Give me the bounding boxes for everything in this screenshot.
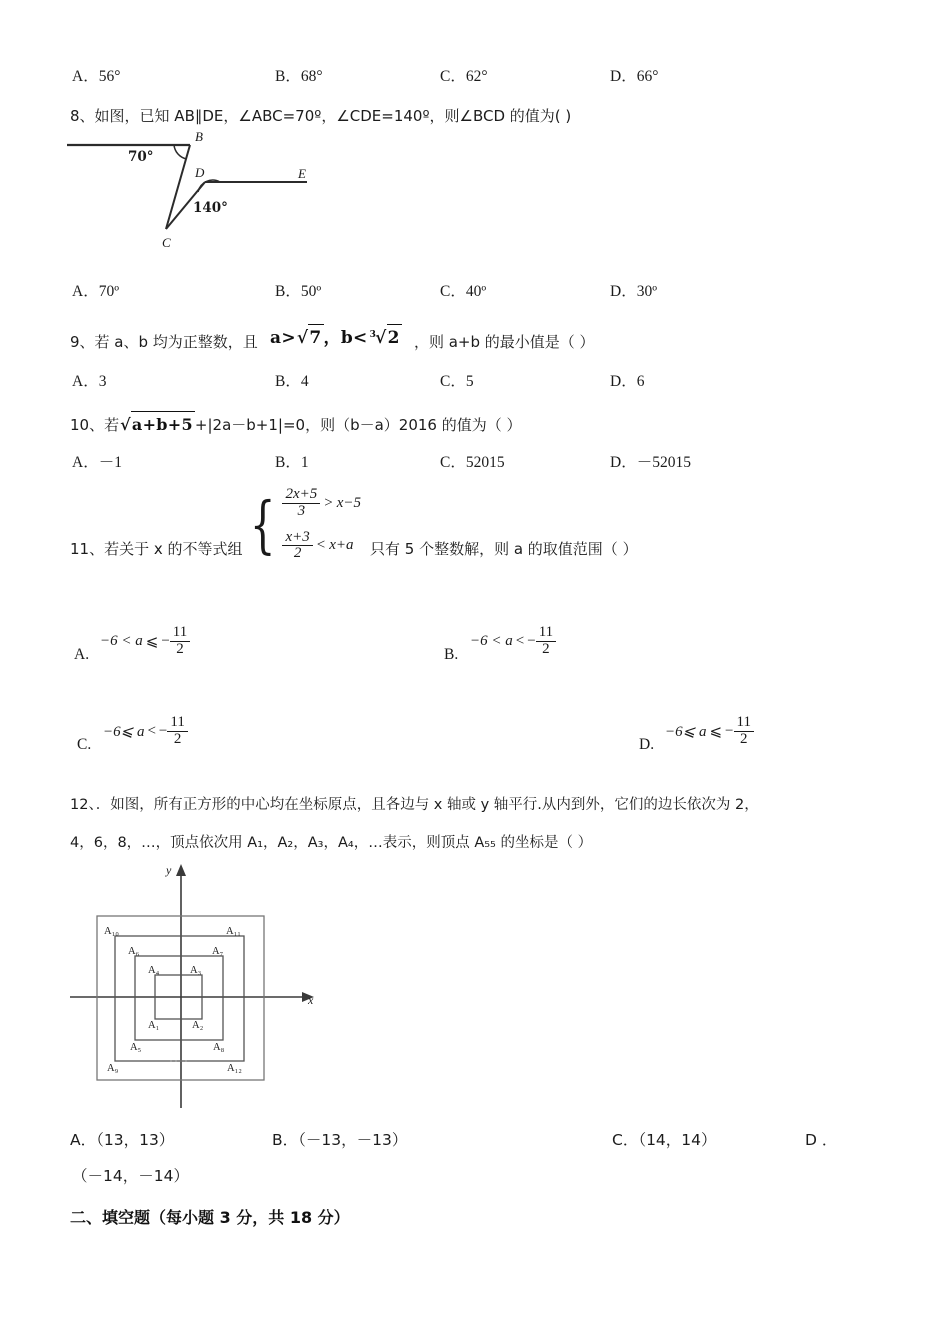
q12-vertex-a10: A₁₀ <box>104 926 119 937</box>
q12-stem-line-2: 4，6，8，…，顶点依次用 A₁，A₂，A₃，A₄，…表示，则顶点 A₅₅ 的坐标是（ ） <box>70 835 593 851</box>
q12-vertex-a1: A₁ <box>148 1020 160 1031</box>
q11-option-b <box>444 624 556 663</box>
q9-options-row <box>0 369 950 393</box>
q11-option-c-numerator: 11 <box>170 714 185 730</box>
q9-stem-before: 9、若 a、b 均为正整数，且 <box>70 333 258 351</box>
q8-figure-label-d: D <box>195 165 205 180</box>
q11-fraction-2-denominator: 2 <box>282 545 312 562</box>
q10-stem-before: 10、若 <box>70 416 120 434</box>
q12-vertex-a6: A₆ <box>128 946 140 957</box>
q12-vertex-a4: A₄ <box>148 965 160 976</box>
q8-option-d: D．30º <box>610 283 657 300</box>
q7-option-a: A．56° <box>72 68 121 85</box>
q11-option-d-fraction <box>734 715 754 748</box>
q8-option-c: C．40º <box>440 283 487 300</box>
q11-fraction-1-denominator: 3 <box>282 503 320 520</box>
q11-option-c-label: C. <box>77 735 92 753</box>
q12-option-b: B．（－13，－13） <box>272 1131 408 1149</box>
q12-stem-line-1: 12、．如图，所有正方形的中心均在坐标原点，且各边与 x 轴或 y 轴平行.从内到外，它们的边长依次为 2， <box>70 797 759 813</box>
q11-option-c-fraction <box>167 715 187 748</box>
q11-option-a <box>74 624 190 663</box>
q8-angle-d-value: 140° <box>193 200 228 216</box>
q8-figure-label-e: E <box>298 166 306 181</box>
q8-figure <box>62 128 322 253</box>
q11-fraction-2 <box>282 530 312 563</box>
q10-stem <box>70 411 522 437</box>
q11-option-c-left: −6⩽ a <box>103 723 145 740</box>
q9-stem <box>70 328 595 356</box>
q11-fraction-1-numerator: 2x+5 <box>285 486 318 502</box>
q11-fraction-2-numerator: x+3 <box>285 528 310 545</box>
q9-option-a: A．3 <box>72 373 107 390</box>
q11-option-a-denominator: 2 <box>170 641 190 658</box>
q7-option-d: D．66° <box>610 68 659 85</box>
q10-sqrt: √a+b+5 <box>119 415 195 434</box>
q11-option-c-denominator: 2 <box>167 731 187 748</box>
q12-option-a: A．（13，13） <box>70 1131 175 1149</box>
q11-option-b-denominator: 2 <box>536 641 556 658</box>
q11-system-row-2 <box>282 530 361 563</box>
q8-option-b: B．50º <box>275 283 322 300</box>
q12-vertex-a12: A₁₂ <box>227 1063 242 1074</box>
q11-option-c <box>77 714 188 753</box>
q11-row2-rhs: x+a <box>329 537 354 554</box>
q11-option-b-label: B. <box>444 645 459 663</box>
q9-rel-1: > <box>281 328 296 348</box>
q12-vertex-a9: A₉ <box>107 1063 119 1074</box>
q12-option-d-label: D ． <box>805 1131 838 1149</box>
q11-option-a-sign: − <box>161 632 170 649</box>
q7-option-c: C．62° <box>440 68 488 85</box>
q11-option-b-left: −6 < a <box>470 632 513 649</box>
q12-option-c: C．（14，14） <box>612 1131 717 1149</box>
q12-options-row <box>0 1128 950 1152</box>
q11-stem-after: 只有 5 个整数解，则 a 的取值范围（ ） <box>370 540 638 558</box>
q12-figure <box>70 858 320 1113</box>
q8-option-a: A．70º <box>72 283 119 300</box>
q10-option-a: A．－1 <box>72 454 122 471</box>
q11-fraction-1 <box>282 487 320 520</box>
q7-option-b: B．68° <box>275 68 323 85</box>
q9-option-b: B．4 <box>275 373 309 390</box>
q10-options-row <box>0 450 950 474</box>
q10-stem-mid: +|2a－b+1|=0，则（b－a）2016 的值为（ ） <box>194 416 522 434</box>
q11-option-c-sign: − <box>158 722 168 739</box>
q11-option-d <box>639 714 754 753</box>
q10-option-c: C．52015 <box>440 454 505 471</box>
q11-option-d-sign: − <box>725 722 734 739</box>
q11-row1-relation: > <box>324 494 333 511</box>
q10-option-d: D．－52015 <box>610 454 691 471</box>
q9-radicand-7: 7 <box>308 324 323 352</box>
q8-figure-label-b: B <box>195 129 203 144</box>
q11-option-b-fraction <box>536 625 556 658</box>
q12-axis-label-x: x <box>308 993 314 1007</box>
q11-option-d-label: D. <box>639 735 655 753</box>
q11-option-a-label: A. <box>74 645 90 663</box>
q9-rel-2: < <box>353 328 368 348</box>
q11-option-b-numerator: 11 <box>538 624 554 640</box>
q11-option-b-sign: − <box>527 632 536 649</box>
q8-angle-b-value: 70° <box>128 149 154 165</box>
q12-vertex-a8: A₈ <box>213 1042 225 1053</box>
section-2-heading: 二、填空题（每小题 3 分，共 18 分） <box>70 1208 350 1227</box>
q8-figure-label-c: C <box>162 235 171 250</box>
q11-row2-relation: < <box>316 537 326 554</box>
q8-stem: 8、如图，已知 AB∥DE，∠ABC=70º，∠CDE=140º，则∠BCD 的值为( ) <box>70 107 572 125</box>
q9-root-index: 3 <box>369 330 377 340</box>
q12-vertex-a7: A₇ <box>212 946 224 957</box>
q11-option-a-relation: ⩽ <box>145 633 159 650</box>
system-brace-icon: { <box>249 487 276 561</box>
q8-options-row <box>0 279 950 303</box>
q11-system-row-1 <box>282 487 361 520</box>
q11-option-b-relation: < <box>515 632 525 649</box>
q9-option-d: D．6 <box>610 373 645 390</box>
q11-option-c-relation: < <box>147 722 156 739</box>
q11-option-a-left: −6 < a <box>100 632 143 649</box>
q9-option-c: C．5 <box>440 373 474 390</box>
q12-vertex-a3: A₃ <box>190 965 202 976</box>
q12-vertex-a2: A₂ <box>192 1020 204 1031</box>
q9-sqrt-7: √7 <box>296 324 324 352</box>
q10-option-b: B．1 <box>275 454 309 471</box>
q11-row1-rhs: x−5 <box>336 494 361 511</box>
q11-option-d-denominator: 2 <box>734 731 754 748</box>
q11-stem-before: 11、若关于 x 的不等式组 <box>70 540 243 558</box>
q9-var-a: a <box>270 328 282 348</box>
q12-option-d-value: （－14，－14） <box>72 1167 189 1185</box>
q9-formula-separator: ， <box>323 328 341 348</box>
q11-option-d-relation: ⩽ <box>709 723 723 740</box>
q10-radicand: a+b+5 <box>131 411 195 437</box>
q11-option-a-numerator: 11 <box>172 624 188 640</box>
q9-radicand-2: 2 <box>387 324 402 352</box>
q9-cbrt-2: √2 <box>374 324 402 352</box>
q11-option-d-left: −6⩽ a <box>665 723 707 740</box>
q9-stem-after: ，则 a+b 的最小值是（ ） <box>413 333 595 351</box>
q7-options-row <box>0 64 950 88</box>
q9-formula <box>264 328 408 348</box>
q9-var-b: b <box>340 328 354 348</box>
q12-vertex-a5: A₅ <box>130 1042 142 1053</box>
q12-axis-label-y: y <box>166 863 172 877</box>
q11-option-d-numerator: 11 <box>736 714 751 730</box>
q11-option-a-fraction <box>170 625 190 658</box>
q12-vertex-a11: A₁₁ <box>226 926 241 937</box>
q11-inequality-system <box>243 487 361 562</box>
